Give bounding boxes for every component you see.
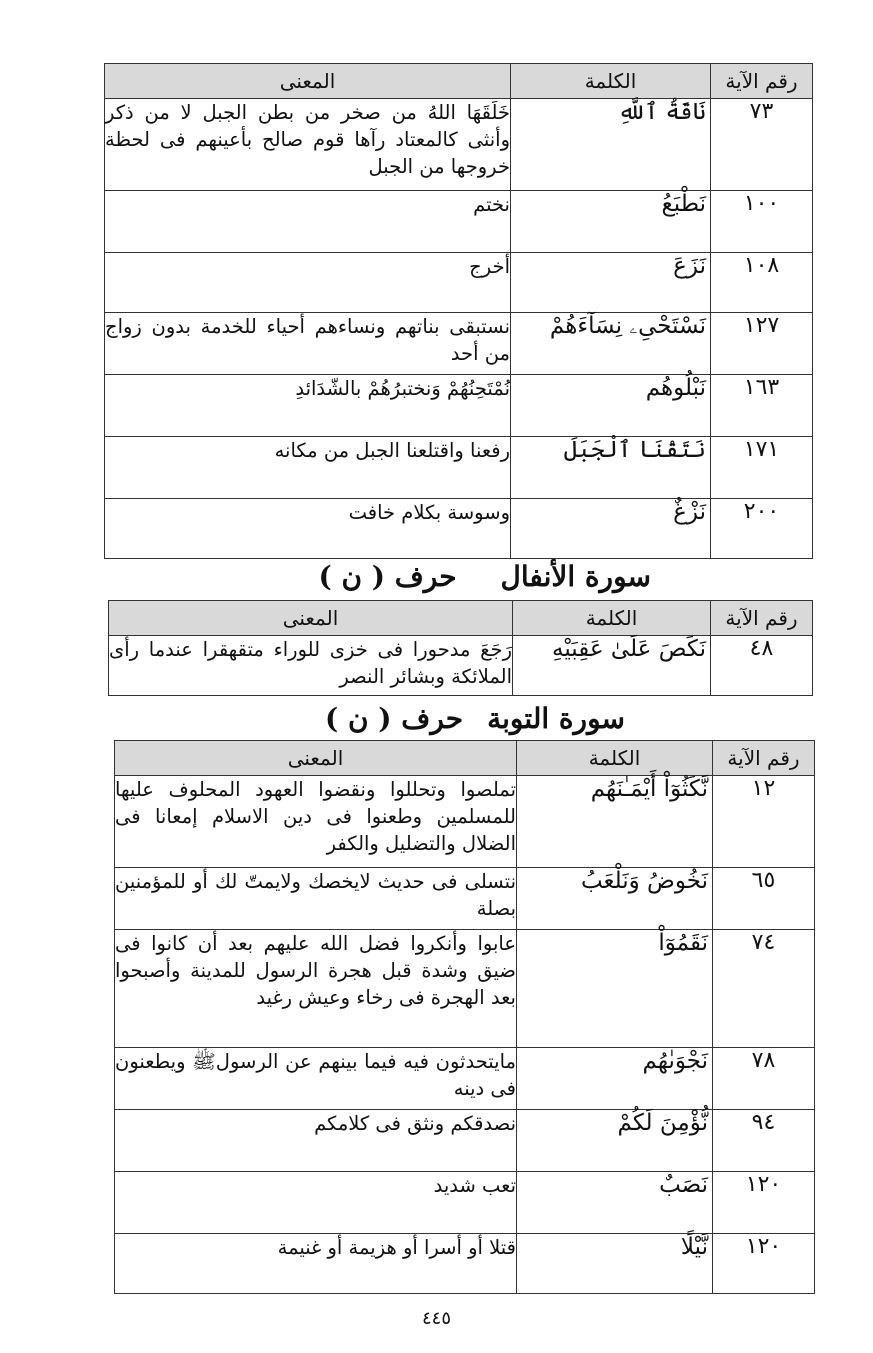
table-row [109, 636, 813, 696]
section-title-anfal [318, 560, 651, 593]
table-row [115, 1048, 815, 1110]
word-meaning: مايتحدثون فيه فيما بينهم عن الرسولﷺ ويطعنون فى دينه [115, 1048, 517, 1110]
glossary-table-2 [108, 600, 813, 696]
table-row [105, 191, 813, 253]
word-meaning: نُمْتَحِنُهُمْ وَنختبرُهُمْ بالشّدَائدِ [105, 375, 511, 437]
word-meaning: نتسلى فى حديث لايخصك ولايمتّ لك أو للمؤمنين بصلة [115, 868, 517, 930]
verse-number: ١٢ [713, 776, 815, 868]
word-meaning: عابوا وأنكروا فضل الله عليهم بعد أن كانوا فى ضيق وشدة قبل هجرة الرسول للمدينة وأصبحوا بعد الهجرة فى رخاء وعيش رغيد [115, 930, 517, 1048]
table-row [115, 776, 815, 868]
quran-word [511, 99, 711, 191]
verse-number: ٧٨ [713, 1048, 815, 1110]
word-meaning: نصدقكم ونثق فى كلامكم [115, 1110, 517, 1172]
table-row [115, 1172, 815, 1234]
table-row [105, 437, 813, 499]
quran-word-text: نَزَعَ [673, 253, 706, 279]
quran-word-text: نَخُوضُ وَنَلْعَبُ [580, 868, 708, 894]
table-row [105, 499, 813, 559]
verse-number: ١٢٠ [713, 1234, 815, 1294]
quran-word-text: نَكَصَ عَلَىٰ عَقِبَيْهِ [552, 636, 706, 662]
quran-word-text: نَتَقْنَا ٱلْجَبَلَ [563, 437, 706, 463]
word-meaning: نختم [105, 191, 511, 253]
quran-word [517, 776, 713, 868]
surah-name: سورة الأنفال [500, 560, 651, 593]
page-number: ٤٤٥ [421, 1308, 451, 1329]
quran-word-text: نَصَبٌ [659, 1172, 708, 1198]
table-row [115, 1110, 815, 1172]
word-meaning: أخرج [105, 253, 511, 313]
word-meaning: تملصوا وتحللوا ونقضوا العهود المحلوف عليها للمسلمين وطعنوا فى دين الاسلام إمعانا فى الضلال والتضليل والكفر [115, 776, 517, 868]
quran-word [517, 1110, 713, 1172]
header-word: الكلمة [511, 64, 711, 99]
letter-label: حرف ( ن ) [318, 560, 457, 593]
quran-word-text: نَّكَثُوٓاْ أَيْمَـٰنَهُم [590, 776, 708, 802]
header-word: الكلمة [513, 601, 711, 636]
table-row [115, 1234, 815, 1294]
quran-word [511, 313, 711, 375]
quran-word [517, 868, 713, 930]
verse-number: ٧٤ [713, 930, 815, 1048]
quran-word-text: نَّيْلًا [680, 1234, 708, 1260]
quran-word [511, 191, 711, 253]
quran-word-text: نَقَمُوٓاْ [658, 930, 708, 956]
table-row [115, 930, 815, 1048]
quran-word [511, 499, 711, 559]
word-meaning: رفعنا واقتلعنا الجبل من مكانه [105, 437, 511, 499]
section-title-tawbah [325, 702, 625, 735]
verse-number: ٤٨ [711, 636, 813, 696]
table-row [115, 868, 815, 930]
quran-word [517, 1048, 713, 1110]
quran-word-text: نَسْتَحْىِۦ نِسَآءَهُمْ [549, 313, 706, 339]
quran-word-text: نَطْبَعُ [661, 191, 706, 217]
verse-number: ١٢٧ [711, 313, 813, 375]
verse-number: ٧٣ [711, 99, 813, 191]
quran-word [517, 1172, 713, 1234]
header-word: الكلمة [517, 741, 713, 776]
glossary-table-1 [104, 63, 813, 559]
header-meaning: المعنى [115, 741, 517, 776]
table-header-row [105, 64, 813, 99]
quran-word [511, 437, 711, 499]
header-verse-no: رقم الآية [711, 64, 813, 99]
table-row [105, 99, 813, 191]
verse-number: ٦٥ [713, 868, 815, 930]
verse-number: ١٠٨ [711, 253, 813, 313]
word-meaning: وسوسة بكلام خافت [105, 499, 511, 559]
header-verse-no: رقم الآية [713, 741, 815, 776]
word-meaning: قتلا أو أسرا أو هزيمة أو غنيمة [115, 1234, 517, 1294]
quran-word-text: نَبْلُوهُم [645, 375, 706, 401]
quran-word-text: نَزْغٌ [673, 499, 706, 525]
quran-word [513, 636, 711, 696]
letter-label: حرف ( ن ) [325, 702, 464, 735]
verse-number: ١٠٠ [711, 191, 813, 253]
word-meaning: تعب شديد [115, 1172, 517, 1234]
header-verse-no: رقم الآية [711, 601, 813, 636]
table-row [105, 375, 813, 437]
table-row [105, 253, 813, 313]
verse-number: ١٦٣ [711, 375, 813, 437]
glossary-table-3 [114, 740, 815, 1294]
quran-word [511, 253, 711, 313]
quran-word [511, 375, 711, 437]
quran-word [517, 930, 713, 1048]
verse-number: ١٧١ [711, 437, 813, 499]
word-meaning: نستبقى بناتهم ونساءهم أحياء للخدمة بدون زواج من أحد [105, 313, 511, 375]
table-header-row [115, 741, 815, 776]
verse-number: ٢٠٠ [711, 499, 813, 559]
word-meaning: رَجَعَ مدحورا فى خزى للوراء متقهقرا عندما رأى الملائكة وبشائر النصر [109, 636, 513, 696]
verse-number: ١٢٠ [713, 1172, 815, 1234]
table-row [105, 313, 813, 375]
quran-word-text: نُّؤْمِنَ لَكُمْ [617, 1110, 708, 1136]
quran-word-text: نَاقَةُ ٱللَّهِ [617, 99, 706, 125]
quran-word [517, 1234, 713, 1294]
header-meaning: المعنى [109, 601, 513, 636]
surah-name: سورة التوبة [487, 702, 625, 735]
header-meaning: المعنى [105, 64, 511, 99]
word-meaning: خَلَقَهَا اللهُ من صخر من بطن الجبل لا من ذكر وأنثى كالمعتاد رآها قوم صالح بأعينهم فى لحظة خروجها من الجبل [105, 99, 511, 191]
quran-word-text: نَجْوَىٰهُم [642, 1048, 708, 1074]
verse-number: ٩٤ [713, 1110, 815, 1172]
table-header-row [109, 601, 813, 636]
